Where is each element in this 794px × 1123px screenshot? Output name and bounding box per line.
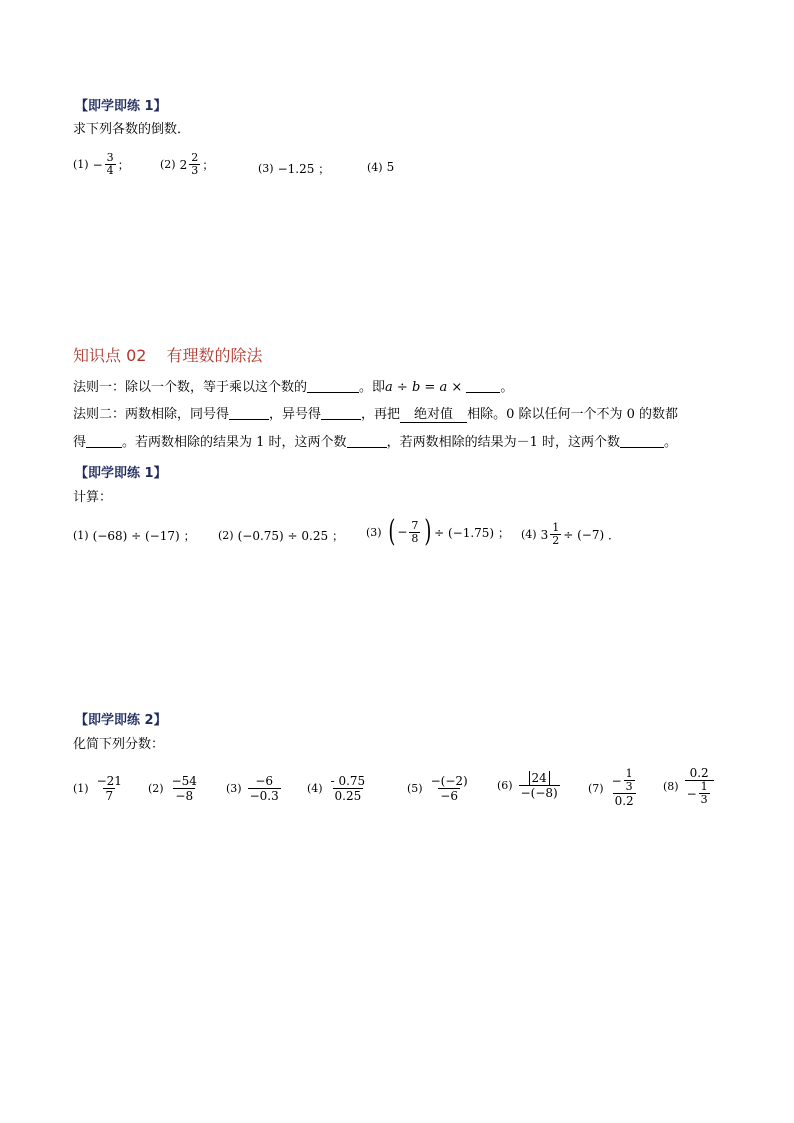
fraction-item-7: (7) − $\frac{1}{3}$ 0.2 xyxy=(588,768,641,808)
blank-4[interactable] xyxy=(321,406,361,420)
rule-1: 法则一：除以一个数，等于乘以这个数的 。即a ÷ b = a × 。 xyxy=(73,380,514,395)
calc-item-1: (1) (−68) ÷ (−17) ； xyxy=(73,529,196,543)
fraction: $\frac{- 0.75}{0.25}$ xyxy=(330,774,366,803)
exercise-tag-2: 【即学即练 1】 xyxy=(75,466,167,481)
reciprocal-item-1: (1) − $\frac{3}{4}$ ； xyxy=(73,151,130,177)
fraction-item-6: (6) $\frac{24}{-(-8)}$ xyxy=(497,771,558,800)
fraction: $\frac{-54}{-8}$ xyxy=(171,774,197,803)
instruction-simplify: 化简下列分数： xyxy=(73,737,165,752)
fraction: $\frac{-21}{7}$ xyxy=(96,774,122,803)
fraction: $\frac{-6}{-0.3}$ xyxy=(249,774,279,803)
fraction: $\frac{3}{4}$ xyxy=(106,151,114,177)
rule-3: 得 。若两数相除的结果为 1 时，这两个数 ，若两数相除的结果为－1 时，这两个数 。 xyxy=(73,435,677,450)
fraction-item-1: (1) $\frac{-21}{7}$ xyxy=(73,774,122,803)
reciprocal-item-4: (4) 5 xyxy=(367,160,395,174)
calc-item-2: (2) (−0.75) ÷ 0.25 ； xyxy=(218,529,344,543)
blank-1[interactable] xyxy=(307,379,359,393)
exercise-tag-1: 【即学即练 1】 xyxy=(75,99,167,114)
fraction: $\frac{7}{8}$ xyxy=(411,518,419,545)
fraction-item-4: (4) $\frac{- 0.75}{0.25}$ xyxy=(307,774,366,803)
calc-item-4: (4) 3 $\frac{1}{2}$ ÷ (−7) ． xyxy=(521,521,620,547)
instruction-calculate: 计算： xyxy=(73,490,113,505)
section-title: 有理数的除法 xyxy=(166,346,263,365)
complex-fraction: 0.2 − $\frac{1}{3}$ xyxy=(685,766,714,806)
reciprocal-item-2: (2) 2 $\frac{2}{3}$ ； xyxy=(160,151,215,177)
section-heading xyxy=(73,343,262,366)
filled-blank-absolute-value: 绝对值 xyxy=(400,407,467,423)
fraction: $\frac{-(-2)}{-6}$ xyxy=(430,774,468,803)
fraction-item-2: (2) $\frac{-54}{-8}$ xyxy=(148,774,197,803)
blank-7[interactable] xyxy=(620,434,664,448)
complex-fraction: − $\frac{1}{3}$ 0.2 xyxy=(611,767,634,808)
rule-2: 法则二：两数相除，同号得 ，异号得 ，再把 绝对值 相除。0 除以任何一个不为 0 的数都 xyxy=(73,407,679,422)
section-code: 知识点 02 xyxy=(73,346,147,365)
fraction: $\frac{1}{2}$ xyxy=(552,521,560,547)
fraction-item-3: (3) $\frac{-6}{-0.3}$ xyxy=(226,774,279,803)
instruction-reciprocal: 求下列各数的倒数． xyxy=(73,122,191,137)
blank-6[interactable] xyxy=(347,434,387,448)
reciprocal-item-3: (3) −1.25 ； xyxy=(258,162,331,176)
blank-5[interactable] xyxy=(86,434,122,448)
calc-item-3: (3) ( − $\frac{7}{8}$ ) ÷ (−1.75) ； xyxy=(366,514,510,549)
blank-3[interactable] xyxy=(229,406,269,420)
fraction: $\frac{2}{3}$ xyxy=(191,151,199,177)
fraction-item-8: (8) 0.2 − $\frac{1}{3}$ xyxy=(663,766,716,806)
fraction: $\frac{24}{-(-8)}$ xyxy=(520,771,558,800)
blank-2[interactable] xyxy=(466,379,500,393)
exercise-tag-3: 【即学即练 2】 xyxy=(75,713,167,728)
fraction-item-5: (5) $\frac{-(-2)}{-6}$ xyxy=(407,774,468,803)
